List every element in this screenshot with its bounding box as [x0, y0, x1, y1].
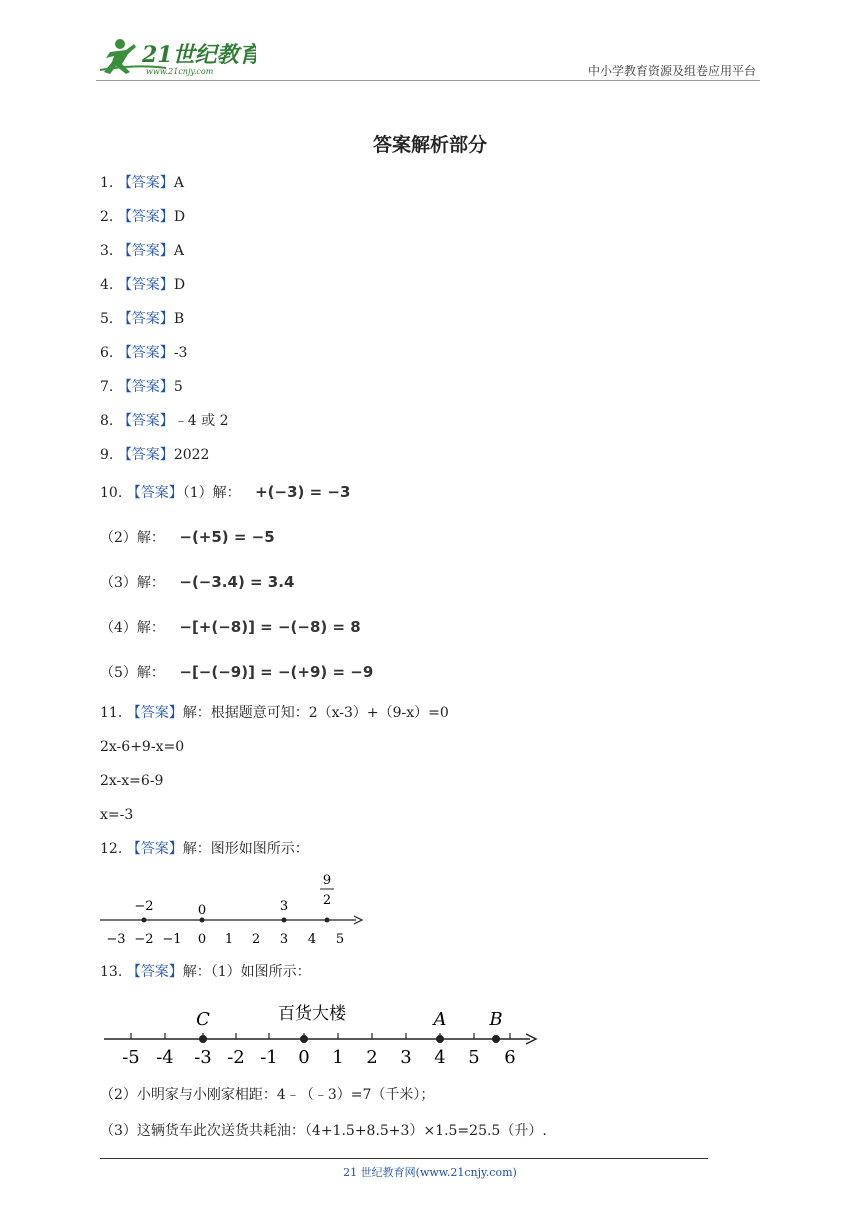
tick-label: 5 [468, 1047, 480, 1068]
tick-label: 0 [197, 932, 207, 947]
answer-number: 10. [100, 485, 123, 501]
point-marker [282, 918, 287, 923]
q10-part3 [100, 573, 294, 592]
answer-tag: 【答案】 [117, 413, 174, 429]
tick-label: -3 [194, 1047, 212, 1068]
answer-number: 9. [100, 447, 114, 463]
solution-text: 解：（1）如图所示： [182, 964, 311, 980]
answer-tag: 【答案】 [126, 841, 183, 857]
math-expression: +(−3) = −3 [255, 483, 351, 501]
point-marker [325, 918, 330, 923]
answer-item [100, 208, 185, 226]
site-logo [96, 34, 256, 80]
tick-label: -4 [156, 1047, 174, 1068]
tick-label: −3 [106, 932, 126, 947]
tick-label: 0 [298, 1047, 310, 1068]
answer-tag: 【答案】 [126, 705, 183, 721]
part-label: （3）解： [100, 575, 165, 591]
tick-label: 2 [251, 932, 261, 947]
site-name: 中小学教育资源及组卷应用平台 [587, 64, 756, 78]
answer-value: D [173, 277, 186, 293]
answer-tag: 【答案】 [117, 447, 174, 463]
point-label: 0 [197, 903, 207, 918]
answer-number: 4. [100, 277, 114, 293]
q13-intro [100, 963, 311, 981]
point-marker [142, 918, 147, 923]
q11-intro [100, 704, 449, 722]
q10-part2 [100, 528, 275, 547]
tick-label: 1 [224, 932, 234, 947]
q10-part1 [100, 483, 350, 502]
q13-part3: （3）这辆货车此次送货共耗油：（4+1.5+8.5+3）×1.5=25.5（升）. [100, 1123, 547, 1139]
part-label: （5）解： [100, 665, 165, 681]
answer-tag: 【答案】 [117, 243, 174, 259]
tick-label: 6 [504, 1047, 516, 1068]
tick-label: -2 [227, 1047, 245, 1068]
tick-label: 4 [307, 932, 317, 947]
answer-item [100, 174, 184, 192]
q11-step: x=-3 [100, 807, 134, 823]
point-label: −2 [134, 899, 154, 914]
answer-number: 7. [100, 379, 114, 395]
number-line-q12 [98, 868, 368, 950]
answer-number: 3. [100, 243, 114, 259]
answer-number: 12. [100, 841, 123, 857]
answer-value: 2022 [173, 447, 210, 463]
part-label: （4）解： [100, 620, 165, 636]
tick-label: 2 [366, 1047, 378, 1068]
footer-divider [100, 1158, 708, 1159]
point-A-marker [436, 1035, 444, 1043]
answer-item [100, 310, 184, 328]
answer-value: A [173, 243, 184, 259]
tick-label: -5 [122, 1047, 140, 1068]
answer-tag: 【答案】 [117, 277, 174, 293]
math-expression: −[+(−8)] = −(−8) = 8 [179, 618, 361, 636]
answer-number: 6. [100, 345, 114, 361]
page-title: 答案解析部分 [372, 134, 487, 156]
fraction-denominator: 2 [322, 893, 332, 908]
footer-link[interactable]: 21 世纪教育网(www.21cnjy.com) [343, 1166, 517, 1179]
answer-number: 1. [100, 175, 114, 191]
answer-value: 5 [173, 379, 183, 395]
point-label: 3 [279, 899, 289, 914]
answer-number: 11. [100, 705, 123, 721]
part-label: （1）解： [182, 485, 241, 501]
answer-tag: 【答案】 [126, 964, 183, 980]
answer-tag: 【答案】 [117, 379, 174, 395]
q11-step: 2x-x=6-9 [100, 773, 164, 789]
q10-part5 [100, 663, 373, 682]
point-B-label: B [489, 1009, 503, 1030]
answer-value: -3 [173, 345, 188, 361]
solution-text: 解：图形如图所示： [182, 841, 309, 857]
answer-number: 2. [100, 209, 114, 225]
answer-tag: 【答案】 [126, 485, 183, 501]
answer-value: A [173, 175, 184, 191]
tick-label: -1 [260, 1047, 278, 1068]
tick-label: 4 [434, 1047, 446, 1068]
math-expression: −(−3.4) = 3.4 [179, 573, 295, 591]
math-expression: −[−(−9)] = −(+9) = −9 [179, 663, 374, 681]
answer-value: ﹣4 或 2 [173, 413, 229, 429]
tick-label: 1 [332, 1047, 344, 1068]
header-divider [96, 80, 760, 81]
q12-intro [100, 840, 309, 858]
answer-item [100, 446, 209, 464]
q13-part2: （2）小明家与小刚家相距：4﹣（﹣3）=7（千米）； [100, 1087, 435, 1103]
point-C-label: C [196, 1009, 210, 1030]
answer-tag: 【答案】 [117, 345, 174, 361]
answer-item [100, 242, 184, 260]
tick-label: −1 [162, 932, 182, 947]
answer-value: B [173, 311, 185, 327]
answer-item [100, 276, 185, 294]
tick-label: 3 [279, 932, 289, 947]
building-label: 百货大楼 [278, 1004, 346, 1024]
answer-number: 13. [100, 964, 123, 980]
point-A-label: A [433, 1009, 447, 1030]
answer-item [100, 378, 183, 396]
point-B-marker [492, 1035, 500, 1043]
answer-number: 5. [100, 311, 114, 327]
answer-tag: 【答案】 [117, 311, 174, 327]
fraction-numerator: 9 [322, 873, 332, 888]
tick-label: 3 [400, 1047, 412, 1068]
math-expression: −(+5) = −5 [179, 528, 275, 546]
answer-tag: 【答案】 [117, 209, 174, 225]
answer-value: D [173, 209, 186, 225]
answer-item [100, 344, 187, 362]
q10-part4 [100, 618, 361, 637]
part-label: （2）解： [100, 530, 165, 546]
answer-item [100, 412, 229, 430]
tick-label: 5 [335, 932, 345, 947]
point-origin-marker [300, 1035, 308, 1043]
answer-number: 8. [100, 413, 114, 429]
logo-url: www.21cnjy.com [146, 67, 214, 76]
point-marker [200, 918, 205, 923]
answer-tag: 【答案】 [117, 175, 174, 191]
solution-text: 解：根据题意可知：2（x-3）+（9-x）=0 [182, 705, 449, 721]
tick-label: −2 [134, 932, 154, 947]
logo-graphic [96, 34, 256, 80]
q11-step: 2x-6+9-x=0 [100, 739, 185, 755]
number-line-q13 [100, 995, 540, 1070]
point-C-marker [199, 1035, 207, 1043]
logo-text: 21世纪教育 [142, 42, 256, 68]
